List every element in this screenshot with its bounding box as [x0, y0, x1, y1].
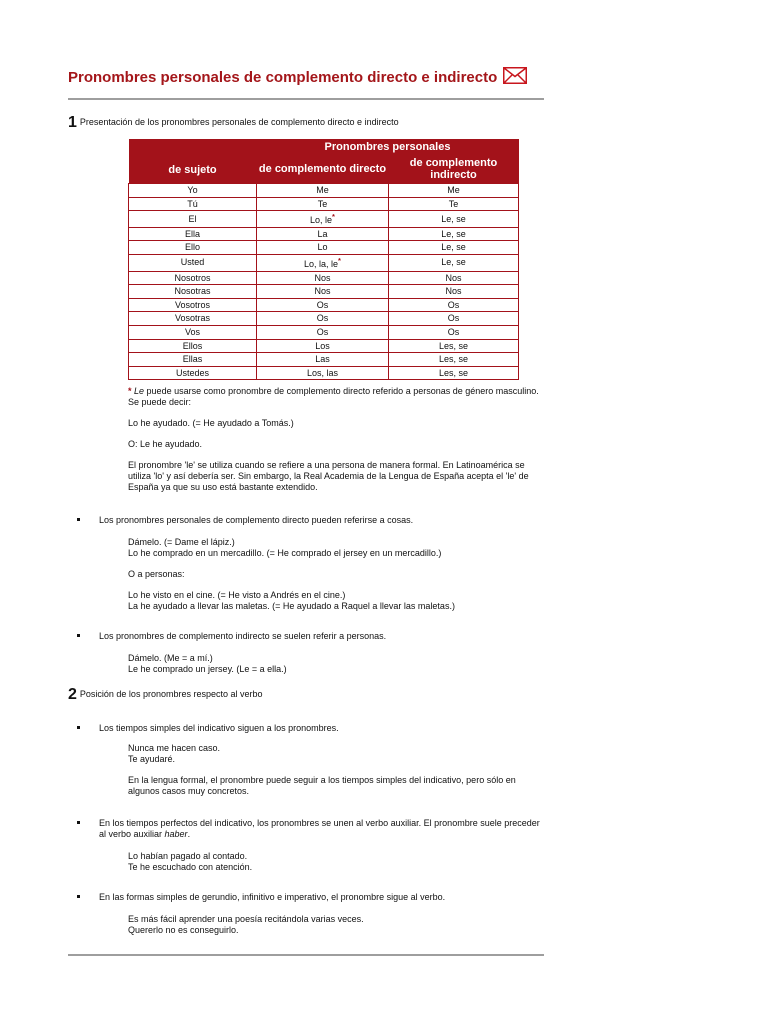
cell-subject: [129, 211, 257, 228]
cell-direct: [257, 339, 389, 353]
footer-rule: [68, 954, 544, 956]
table-row: [129, 312, 519, 326]
cell-subject-text: Vos: [184, 326, 200, 337]
example-line: Dámelo. (= Dame el lápiz.): [128, 537, 235, 547]
cell-indirect: [389, 197, 519, 211]
cell-indirect-text: Le, se: [441, 228, 466, 239]
cell-indirect-text: Os: [447, 299, 460, 310]
cell-subject: [129, 254, 257, 271]
cell-indirect-text: Os: [447, 326, 460, 337]
cell-indirect-text: Nos: [445, 272, 462, 283]
bullet-marker: [77, 895, 80, 898]
example-group: [128, 653, 287, 675]
asterisk-mark: *: [332, 212, 335, 222]
cell-indirect: [389, 227, 519, 241]
bullet-marker: [77, 726, 80, 729]
cell-indirect: [389, 339, 519, 353]
cell-indirect: [389, 254, 519, 271]
cell-subject-text: Nosotros: [174, 272, 211, 283]
cell-indirect: [389, 211, 519, 228]
cell-subject-text: Yo: [187, 185, 198, 195]
example-line: Nunca me hacen caso.: [128, 743, 221, 753]
cell-direct-text: Lo, la, le: [304, 258, 339, 269]
cell-indirect: [389, 271, 519, 285]
example-line: Le he comprado un jersey. (Le = a ella.): [128, 664, 287, 674]
cell-direct-text: Te: [317, 198, 328, 209]
cell-indirect: [389, 366, 519, 380]
cell-indirect-text: Les, se: [438, 367, 469, 378]
example-line: Es más fácil aprender una poesía recitándola varias veces.: [128, 914, 364, 924]
cell-subject: [129, 197, 257, 211]
cell-direct-text: Los, las: [306, 367, 339, 378]
example-line: Lo he visto en el cine. (= He visto a Andrés en el cine.): [128, 590, 346, 600]
table-row: [129, 285, 519, 299]
cell-indirect-text: Le, se: [441, 257, 466, 268]
table-row: [129, 211, 519, 228]
table-row: [129, 271, 519, 285]
cell-direct: [257, 254, 389, 271]
cell-subject: [129, 285, 257, 299]
cell-subject-text: Ellos: [182, 340, 203, 351]
cell-indirect-text: Me: [447, 185, 460, 195]
table-row: [129, 254, 519, 271]
envelope-icon[interactable]: [503, 67, 527, 88]
note-text: puede usarse como pronombre de complemento directo referido a personas de género masculino. Se puede decir:: [128, 386, 539, 407]
example-paragraph: En la lengua formal, el pronombre puede seguir a los tiempos simples del indicativo, pero sólo en algunos casos muy concretos.: [128, 775, 516, 796]
cell-direct-text: Los: [315, 340, 330, 351]
asterisk-mark: *: [338, 255, 341, 265]
cell-subject: [129, 227, 257, 241]
pronoun-table: [128, 139, 519, 380]
cell-subject-text: Vosotras: [174, 313, 211, 324]
example-group: [128, 914, 364, 936]
cell-indirect-text: Les, se: [438, 340, 469, 351]
section-number: 1: [68, 114, 77, 131]
cell-direct-text: Me: [316, 185, 329, 195]
col-header-direct: de complemento directo: [257, 154, 389, 183]
section-2-heading: [68, 686, 263, 704]
title-rule: [68, 98, 544, 100]
example-line: Te ayudaré.: [128, 754, 176, 764]
cell-indirect: [389, 285, 519, 299]
bullet-text: Los tiempos simples del indicativo siguen a los pronombres.: [99, 723, 339, 733]
cell-indirect: [389, 298, 519, 312]
cell-direct-text: Lo, le: [310, 215, 333, 226]
cell-subject-text: Ustedes: [175, 367, 210, 378]
note-example-2: O: Le he ayudado.: [128, 439, 203, 449]
cell-subject-text: Nosotras: [174, 286, 211, 297]
bullet-text-emphasis: haber: [164, 829, 188, 839]
cell-direct: [257, 184, 389, 198]
col-header-subject: de sujeto: [129, 139, 257, 184]
bullet-text-part: En los tiempos perfectos del indicativo, los pronombres se unen al verbo auxiliar. El pronombre suele preceder al verbo auxiliar: [99, 818, 540, 839]
cell-subject: [129, 366, 257, 380]
note-block: [128, 386, 546, 493]
table-row: [129, 227, 519, 241]
cell-indirect-text: Le, se: [441, 213, 466, 224]
asterisk-mark: *: [128, 386, 132, 396]
cell-indirect-text: Nos: [445, 286, 462, 297]
section-number: 2: [68, 686, 77, 703]
bullet-marker: [77, 634, 80, 637]
cell-subject: [129, 241, 257, 255]
cell-subject-text: Ellas: [182, 354, 203, 365]
cell-indirect: [389, 353, 519, 367]
cell-direct-text: Lo: [317, 242, 328, 253]
table-row: [129, 366, 519, 380]
cell-direct: [257, 325, 389, 339]
example-group: [128, 743, 546, 797]
cell-direct: [257, 241, 389, 255]
cell-indirect: [389, 241, 519, 255]
note-le: Le: [134, 386, 145, 396]
example-line: Lo he comprado en un mercadillo. (= He comprado el jersey en un mercadillo.): [128, 548, 442, 558]
table-row: [129, 339, 519, 353]
table-row: [129, 325, 519, 339]
bullet-text: Los pronombres de complemento indirecto se suelen referir a personas.: [99, 631, 387, 641]
cell-subject-text: Ella: [184, 228, 200, 239]
bullet-text: [99, 818, 549, 840]
cell-subject: [129, 184, 257, 198]
cell-direct-text: Os: [316, 326, 329, 337]
cell-direct-text: Os: [316, 313, 329, 324]
cell-direct: [257, 353, 389, 367]
cell-direct: [257, 312, 389, 326]
cell-direct: [257, 227, 389, 241]
cell-subject-text: El: [188, 213, 197, 224]
page-title-text: Pronombres personales de complemento directo e indirecto: [68, 69, 498, 86]
note-paragraph: El pronombre 'le' se utiliza cuando se refiere a una persona de manera formal. En Latinoamérica se utiliza 'lo' y así debería ser. Sin embargo, la Real Academia de la Lengua de España acepta el 'le' de España ya que su uso está bastante extendido.: [128, 460, 529, 492]
col-header-indirect: de complemento indirecto: [389, 154, 519, 183]
cell-direct-text: Nos: [314, 286, 331, 297]
cell-subject-text: Usted: [180, 257, 205, 268]
cell-subject: [129, 298, 257, 312]
bullet-text: En las formas simples de gerundio, infinitivo e imperativo, el pronombre sigue al verbo.: [99, 892, 446, 902]
example-intro: O a personas:: [128, 569, 185, 579]
cell-subject: [129, 312, 257, 326]
table-body: [129, 184, 519, 380]
cell-direct-text: La: [317, 228, 328, 239]
bullet-marker: [77, 821, 80, 824]
cell-direct-text: Las: [315, 354, 330, 365]
cell-direct: [257, 285, 389, 299]
bullet-marker: [77, 518, 80, 521]
bullet-text: Los pronombres personales de complemento directo pueden referirse a cosas.: [99, 515, 414, 525]
note-example-1: Lo he ayudado. (= He ayudado a Tomás.): [128, 418, 294, 428]
cell-indirect: [389, 312, 519, 326]
cell-direct: [257, 366, 389, 380]
table-row: [129, 184, 519, 198]
cell-indirect-text: Te: [448, 198, 459, 209]
cell-subject-text: Vosotros: [174, 299, 211, 310]
cell-direct: [257, 271, 389, 285]
table-row: [129, 197, 519, 211]
section-heading-text: Posición de los pronombres respecto al verbo: [79, 689, 263, 699]
cell-direct-text: Nos: [314, 272, 331, 283]
cell-subject: [129, 353, 257, 367]
cell-indirect-text: Os: [447, 313, 460, 324]
cell-subject-text: Tú: [187, 198, 198, 209]
table-row: [129, 241, 519, 255]
example-line: Quererlo no es conseguirlo.: [128, 925, 239, 935]
cell-indirect: [389, 184, 519, 198]
section-1-heading: [68, 114, 399, 132]
example-group: [128, 851, 252, 873]
example-group: [128, 537, 455, 612]
cell-subject: [129, 325, 257, 339]
bullet-text-part: .: [187, 829, 191, 839]
cell-subject: [129, 271, 257, 285]
cell-direct-text: Os: [316, 299, 329, 310]
cell-subject-text: Ello: [184, 242, 200, 253]
cell-direct: [257, 197, 389, 211]
cell-subject: [129, 339, 257, 353]
page-title: [68, 67, 527, 88]
cell-indirect: [389, 325, 519, 339]
cell-indirect-text: Les, se: [438, 354, 469, 365]
table-row: [129, 298, 519, 312]
group-header: Pronombres personales: [257, 139, 519, 154]
example-line: Te he escuchado con atención.: [128, 862, 253, 872]
cell-indirect-text: Le, se: [441, 242, 466, 253]
cell-direct: [257, 298, 389, 312]
section-heading-text: Presentación de los pronombres personales de complemento directo e indirecto: [79, 117, 399, 127]
example-line: Lo habían pagado al contado.: [128, 851, 248, 861]
table-row: [129, 353, 519, 367]
example-line: La he ayudado a llevar las maletas. (= He ayudado a Raquel a llevar las maletas.): [128, 601, 455, 611]
example-line: Dámelo. (Me = a mí.): [128, 653, 213, 663]
cell-direct: [257, 211, 389, 228]
